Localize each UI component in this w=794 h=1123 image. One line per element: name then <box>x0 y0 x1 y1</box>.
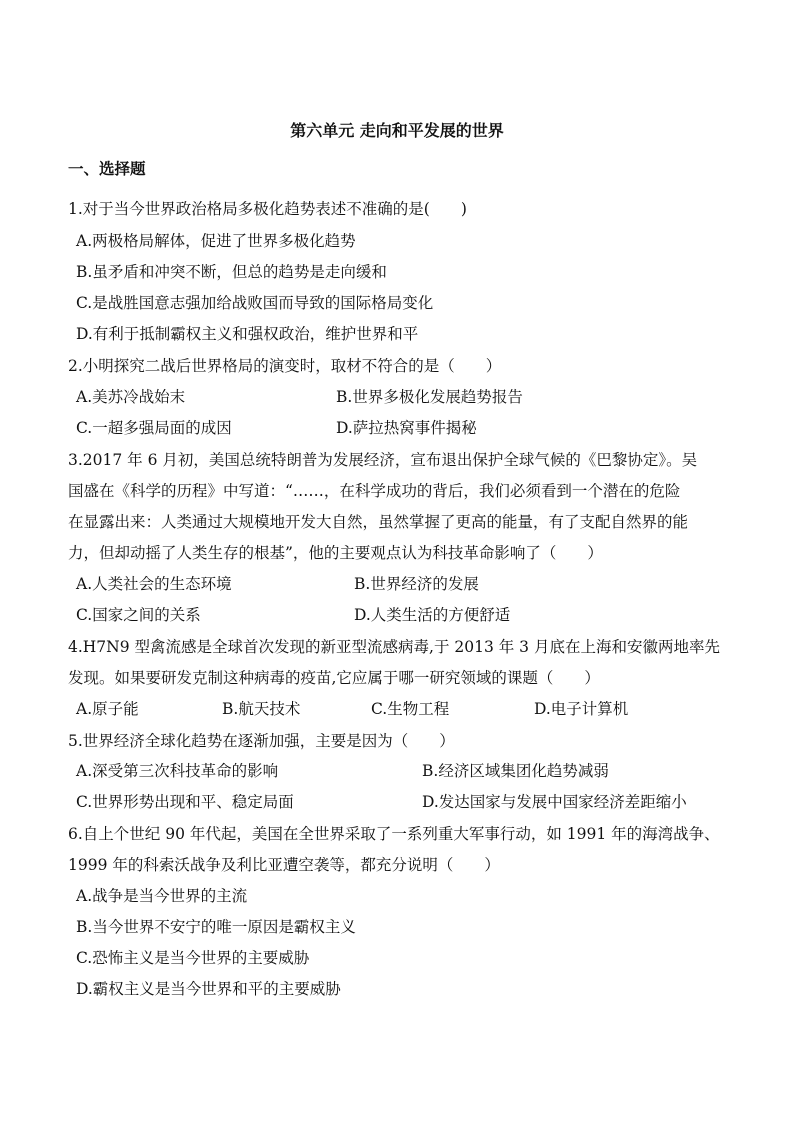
answer-option: D.有利于抵制霸权主义和强权政治，维护世界和平 <box>76 325 419 343</box>
answer-option: D.人类生活的方便舒适 <box>354 606 511 624</box>
section-heading: 一、选择题 <box>68 159 146 178</box>
page-title: 第六单元 走向和平发展的世界 <box>290 121 504 140</box>
question-line: 力，但却动摇了人类生存的根基”，他的主要观点认为科技革命影响了（ ） <box>68 544 603 562</box>
answer-option: A.战争是当今世界的主流 <box>76 887 248 905</box>
answer-option: D.电子计算机 <box>534 700 629 718</box>
question-stem <box>68 819 728 881</box>
question-line: 1.对于当今世界政治格局多极化趋势表述不准确的是( ) <box>68 200 467 218</box>
answer-option: A.两极格局解体，促进了世界多极化趋势 <box>76 232 356 250</box>
question-stem <box>68 632 728 694</box>
question-line: 3.2017 年 6 月初，美国总统特朗普为发展经济，宣布退出保护全球气候的《巴黎协定》。吴 <box>68 451 698 469</box>
question-line: 4.H7N9 型禽流感是全球首次发现的新亚型流感病毒,于 2013 年 3 月底在上海和安徽两地率先 <box>68 638 720 656</box>
answer-option: C.一超多强局面的成因 <box>76 419 232 437</box>
answer-option: C.恐怖主义是当今世界的主要威胁 <box>76 949 310 967</box>
answer-option: B.航天技术 <box>222 700 301 718</box>
answer-option: B.经济区域集团化趋势减弱 <box>422 762 609 780</box>
question-stem <box>68 726 728 757</box>
answer-option: C.是战胜国意志强加给战败国而导致的国际格局变化 <box>76 294 434 312</box>
answer-option: D.萨拉热窝事件揭秘 <box>336 419 477 437</box>
answer-option: C.生物工程 <box>371 700 450 718</box>
question-line: 在显露出来：人类通过大规模地开发大自然，虽然掌握了更高的能量，有了支配自然界的能 <box>68 513 689 531</box>
answer-option: B.当今世界不安宁的唯一原因是霸权主义 <box>76 918 356 936</box>
question-line: 6.自上个世纪 90 年代起，美国在全世界采取了一系列重大军事行动，如 1991 年的海湾战争、 <box>68 825 720 843</box>
answer-option: A.人类社会的生态环境 <box>76 575 232 593</box>
question-stem <box>68 445 728 569</box>
answer-option: D.霸权主义是当今世界和平的主要威胁 <box>76 980 341 998</box>
answer-option: A.原子能 <box>76 700 139 718</box>
answer-option: A.美苏冷战始末 <box>76 388 186 406</box>
question-line: 5.世界经济全球化趋势在逐渐加强，主要是因为（ ） <box>68 732 455 750</box>
question-stem <box>68 351 728 382</box>
answer-option: B.世界多极化发展趋势报告 <box>336 388 523 406</box>
answer-option: A.深受第三次科技革命的影响 <box>76 762 279 780</box>
answer-option: C.世界形势出现和平、稳定局面 <box>76 793 294 811</box>
answer-option: B.虽矛盾和冲突不断，但总的趋势是走向缓和 <box>76 263 387 281</box>
answer-option: D.发达国家与发展中国家经济差距缩小 <box>422 793 687 811</box>
question-line: 发现。如果要研发克制这种病毒的疫苗,它应属于哪一研究领域的课题（ ） <box>68 669 600 687</box>
question-stem <box>68 194 728 225</box>
question-line: 2.小明探究二战后世界格局的演变时，取材不符合的是（ ） <box>68 357 502 375</box>
answer-option: B.世界经济的发展 <box>354 575 479 593</box>
question-line: 1999 年的科索沃战争及利比亚遭空袭等，都充分说明（ ） <box>68 856 500 874</box>
answer-option: C.国家之间的关系 <box>76 606 201 624</box>
question-line: 国盛在《科学的历程》中写道：“……，在科学成功的背后，我们必须看到一个潜在的危险 <box>68 482 681 500</box>
